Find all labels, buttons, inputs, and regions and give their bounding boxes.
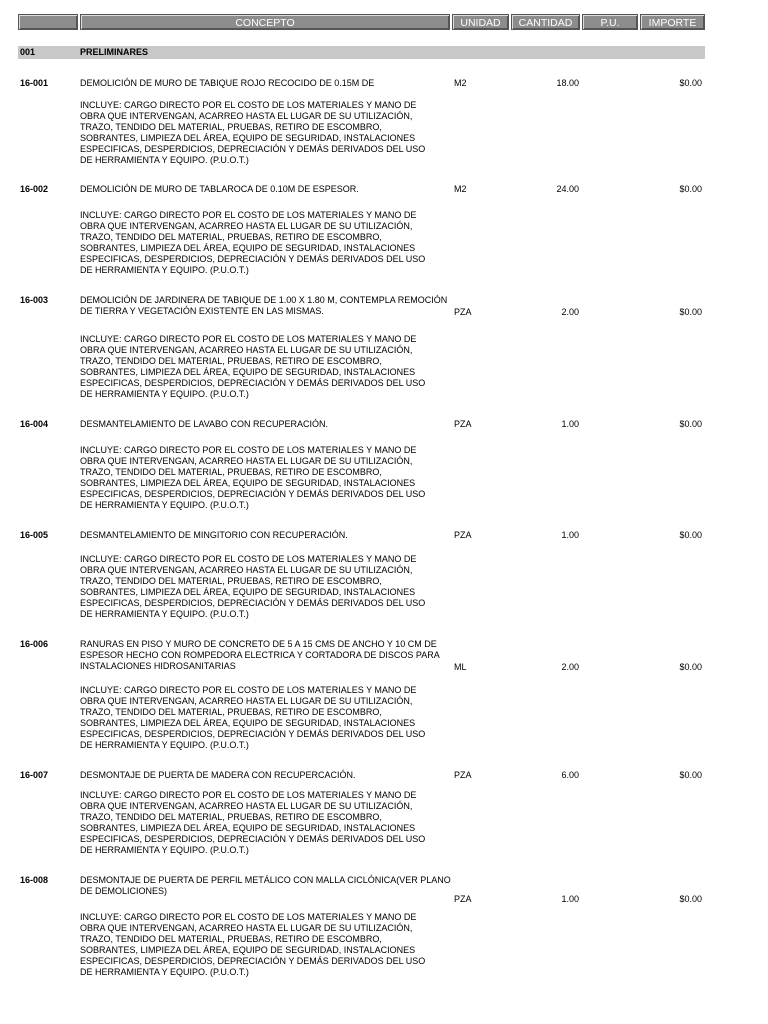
item-description: DESMONTAJE DE PUERTA DE MADERA CON RECUPERCACIÓN. bbox=[80, 770, 356, 780]
item-amount: $0.00 bbox=[679, 307, 702, 317]
item-includes: INCLUYE: CARGO DIRECTO POR EL COSTO DE LOS MATERIALES Y MANO DE OBRA QUE INTERVENGAN, ACARREO HASTA EL LUGAR DE SU UTILIZACIÓN, TRAZO, TENDIDO DEL MATERIAL, PRUEBAS, RETIRO DE ESCOMBRO, SOBRANTES, LIMPIEZA DEL ÁREA, EQUIPO DE SEGURIDAD, INSTALACIONES ESPECIFICAS, DESPERDICIOS, DEPRECIACIÓN Y DEMÁS DERIVADOS DEL USO DE HERRAMIENTA Y EQUIPO. (P.U.O.T.) bbox=[80, 334, 426, 399]
section-row bbox=[18, 46, 705, 59]
item-quantity: 2.00 bbox=[561, 307, 579, 317]
item-description: DEMOLICIÓN DE MURO DE TABIQUE ROJO RECOCIDO DE 0.15M DE bbox=[80, 78, 375, 88]
item-code: 16-003 bbox=[20, 295, 49, 305]
item-quantity: 24.00 bbox=[556, 184, 579, 194]
item-quantity: 2.00 bbox=[561, 662, 579, 672]
item-code: 16-004 bbox=[20, 419, 49, 429]
header-unidad: UNIDAD bbox=[452, 14, 509, 30]
item-quantity: 1.00 bbox=[561, 530, 579, 540]
item-unit: PZA bbox=[454, 894, 472, 904]
item-amount: $0.00 bbox=[679, 78, 702, 88]
section-name: PRELIMINARES bbox=[80, 47, 149, 57]
item-quantity: 6.00 bbox=[561, 770, 579, 780]
item-code: 16-001 bbox=[20, 78, 49, 88]
item-description: DEMOLICIÓN DE JARDINERA DE TABIQUE DE 1.00 X 1.80 M, CONTEMPLA REMOCIÓN DE TIERRA Y VEGETACIÓN EXISTENTE EN LAS MISMAS. bbox=[80, 295, 448, 316]
item-includes: INCLUYE: CARGO DIRECTO POR EL COSTO DE LOS MATERIALES Y MANO DE OBRA QUE INTERVENGAN, ACARREO HASTA EL LUGAR DE SU UTILIZACIÓN, TRAZO, TENDIDO DEL MATERIAL, PRUEBAS, RETIRO DE ESCOMBRO, SOBRANTES, LIMPIEZA DEL ÁREA, EQUIPO DE SEGURIDAD, INSTALACIONES ESPECIFICAS, DESPERDICIOS, DEPRECIACIÓN Y DEMÁS DERIVADOS DEL USO DE HERRAMIENTA Y EQUIPO. (P.U.O.T.) bbox=[80, 100, 426, 165]
item-includes: INCLUYE: CARGO DIRECTO POR EL COSTO DE LOS MATERIALES Y MANO DE OBRA QUE INTERVENGAN, ACARREO HASTA EL LUGAR DE SU UTILIZACIÓN, TRAZO, TENDIDO DEL MATERIAL, PRUEBAS, RETIRO DE ESCOMBRO, SOBRANTES, LIMPIEZA DEL ÁREA, EQUIPO DE SEGURIDAD, INSTALACIONES ESPECIFICAS, DESPERDICIOS, DEPRECIACIÓN Y DEMÁS DERIVADOS DEL USO DE HERRAMIENTA Y EQUIPO. (P.U.O.T.) bbox=[80, 445, 426, 510]
item-description: DESMONTAJE DE PUERTA DE PERFIL METÁLICO CON MALLA CICLÓNICA(VER PLANO DE DEMOLICIONES) bbox=[80, 875, 451, 896]
header-importe: IMPORTE bbox=[640, 14, 705, 30]
item-includes: INCLUYE: CARGO DIRECTO POR EL COSTO DE LOS MATERIALES Y MANO DE OBRA QUE INTERVENGAN, ACARREO HASTA EL LUGAR DE SU UTILIZACIÓN, TRAZO, TENDIDO DEL MATERIAL, PRUEBAS, RETIRO DE ESCOMBRO, SOBRANTES, LIMPIEZA DEL ÁREA, EQUIPO DE SEGURIDAD, INSTALACIONES ESPECIFICAS, DESPERDICIOS, DEPRECIACIÓN Y DEMÁS DERIVADOS DEL USO DE HERRAMIENTA Y EQUIPO. (P.U.O.T.) bbox=[80, 210, 426, 275]
header-cantidad: CANTIDAD bbox=[511, 14, 580, 30]
header-lead-cell bbox=[18, 14, 78, 30]
item-quantity: 1.00 bbox=[561, 894, 579, 904]
item-description: RANURAS EN PISO Y MURO DE CONCRETO DE 5 A 15 CMS DE ANCHO Y 10 CM DE ESPESOR HECHO CON ROMPEDORA ELECTRICA Y CORTADORA DE DISCOS PARA INSTALACIONES HIDROSANITARIAS bbox=[80, 639, 440, 671]
item-includes: INCLUYE: CARGO DIRECTO POR EL COSTO DE LOS MATERIALES Y MANO DE OBRA QUE INTERVENGAN, ACARREO HASTA EL LUGAR DE SU UTILIZACIÓN, TRAZO, TENDIDO DEL MATERIAL, PRUEBAS, RETIRO DE ESCOMBRO, SOBRANTES, LIMPIEZA DEL ÁREA, EQUIPO DE SEGURIDAD, INSTALACIONES ESPECIFICAS, DESPERDICIOS, DEPRECIACIÓN Y DEMÁS DERIVADOS DEL USO DE HERRAMIENTA Y EQUIPO. (P.U.O.T.) bbox=[80, 912, 426, 977]
item-code: 16-008 bbox=[20, 875, 49, 885]
item-unit: PZA bbox=[454, 419, 472, 429]
item-amount: $0.00 bbox=[679, 894, 702, 904]
item-code: 16-007 bbox=[20, 770, 49, 780]
item-description: DESMANTELAMIENTO DE LAVABO CON RECUPERACIÓN. bbox=[80, 419, 329, 429]
item-includes: INCLUYE: CARGO DIRECTO POR EL COSTO DE LOS MATERIALES Y MANO DE OBRA QUE INTERVENGAN, ACARREO HASTA EL LUGAR DE SU UTILIZACIÓN, TRAZO, TENDIDO DEL MATERIAL, PRUEBAS, RETIRO DE ESCOMBRO, SOBRANTES, LIMPIEZA DEL ÁREA, EQUIPO DE SEGURIDAD, INSTALACIONES ESPECIFICAS, DESPERDICIOS, DEPRECIACIÓN Y DEMÁS DERIVADOS DEL USO DE HERRAMIENTA Y EQUIPO. (P.U.O.T.) bbox=[80, 554, 426, 619]
item-includes: INCLUYE: CARGO DIRECTO POR EL COSTO DE LOS MATERIALES Y MANO DE OBRA QUE INTERVENGAN, ACARREO HASTA EL LUGAR DE SU UTILIZACIÓN, TRAZO, TENDIDO DEL MATERIAL, PRUEBAS, RETIRO DE ESCOMBRO, SOBRANTES, LIMPIEZA DEL ÁREA, EQUIPO DE SEGURIDAD, INSTALACIONES ESPECIFICAS, DESPERDICIOS, DEPRECIACIÓN Y DEMÁS DERIVADOS DEL USO DE HERRAMIENTA Y EQUIPO. (P.U.O.T.) bbox=[80, 685, 426, 750]
item-quantity: 18.00 bbox=[556, 78, 579, 88]
item-description: DESMANTELAMIENTO DE MINGITORIO CON RECUPERACIÓN. bbox=[80, 530, 348, 540]
item-unit: PZA bbox=[454, 530, 472, 540]
header-pu: P.U. bbox=[582, 14, 638, 30]
section-code: 001 bbox=[20, 47, 36, 57]
item-includes: INCLUYE: CARGO DIRECTO POR EL COSTO DE LOS MATERIALES Y MANO DE OBRA QUE INTERVENGAN, ACARREO HASTA EL LUGAR DE SU UTILIZACIÓN, TRAZO, TENDIDO DEL MATERIAL, PRUEBAS, RETIRO DE ESCOMBRO, SOBRANTES, LIMPIEZA DEL ÁREA, EQUIPO DE SEGURIDAD, INSTALACIONES ESPECIFICAS, DESPERDICIOS, DEPRECIACIÓN Y DEMÁS DERIVADOS DEL USO DE HERRAMIENTA Y EQUIPO. (P.U.O.T.) bbox=[80, 790, 426, 855]
item-code: 16-002 bbox=[20, 184, 49, 194]
item-unit: ML bbox=[454, 662, 467, 672]
item-description: DEMOLICIÓN DE MURO DE TABLAROCA DE 0.10M DE ESPESOR. bbox=[80, 184, 359, 194]
item-unit: PZA bbox=[454, 307, 472, 317]
item-code: 16-005 bbox=[20, 530, 49, 540]
item-amount: $0.00 bbox=[679, 184, 702, 194]
item-amount: $0.00 bbox=[679, 530, 702, 540]
item-unit: M2 bbox=[454, 184, 467, 194]
item-amount: $0.00 bbox=[679, 662, 702, 672]
item-code: 16-006 bbox=[20, 639, 49, 649]
item-unit: M2 bbox=[454, 78, 467, 88]
item-amount: $0.00 bbox=[679, 419, 702, 429]
header-concepto: CONCEPTO bbox=[80, 14, 450, 30]
item-quantity: 1.00 bbox=[561, 419, 579, 429]
item-amount: $0.00 bbox=[679, 770, 702, 780]
item-unit: PZA bbox=[454, 770, 472, 780]
